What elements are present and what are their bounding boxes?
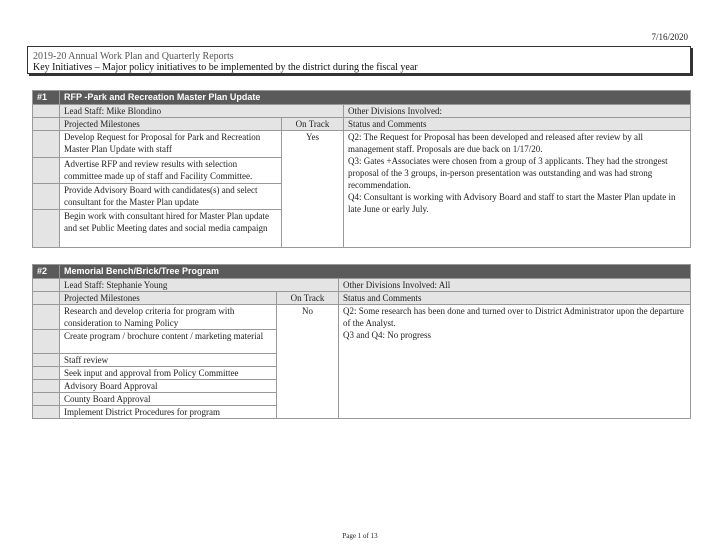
section-title: RFP -Park and Recreation Master Plan Update: [60, 91, 691, 105]
initiative-table-2: [32, 264, 691, 419]
milestone: County Board Approval: [60, 393, 277, 406]
milestone: Provide Advisory Board with candidates(s) and select consultant for the Master Plan update: [60, 184, 282, 210]
col-milestones: Projected Milestones: [60, 118, 282, 131]
other-divisions: Other Divisions Involved:: [344, 105, 691, 118]
milestone: Advisory Board Approval: [60, 380, 277, 393]
status-line: Q2: Some research has been done and turned over to District Administrator upon the departure of the Analyst.: [343, 306, 684, 328]
page-number: Page 1 of 13: [342, 532, 378, 540]
section-title: Memorial Bench/Brick/Tree Program: [60, 265, 691, 279]
report-date: 7/16/2020: [651, 32, 688, 42]
initiative-table-1: [32, 90, 691, 248]
status-line: Q3: Gates +Associates were chosen from a group of 3 applicants. They had the strongest proposal of the 3 groups, in-person presentation was outstanding and was had strong recommendation.: [348, 156, 668, 190]
col-status: Status and Comments: [344, 118, 691, 131]
report-title: 2019-20 Annual Work Plan and Quarterly Reports: [33, 51, 234, 62]
report-header: [27, 46, 691, 74]
milestone: Implement District Procedures for program: [60, 406, 277, 419]
col-on-track: On Track: [282, 118, 344, 131]
col-on-track: On Track: [277, 292, 339, 305]
report-subtitle: Key Initiatives – Major policy initiatives to be implemented by the district during the fiscal year: [33, 62, 418, 73]
status-line: Q3 and Q4: No progress: [343, 330, 431, 340]
lead-staff: Lead Staff: Stephanie Young: [60, 279, 339, 292]
milestone: Research and develop criteria for program with consideration to Naming Policy: [60, 305, 277, 330]
milestone: Begin work with consultant hired for Master Plan update and set Public Meeting dates and social media campaign: [60, 210, 282, 248]
milestone: Advertise RFP and review results with selection committee made up of staff and Facility Committee.: [60, 158, 282, 184]
milestone: Seek input and approval from Policy Committee: [60, 367, 277, 380]
on-track-value: Yes: [282, 131, 344, 248]
status-comments: [344, 131, 691, 248]
col-milestones: Projected Milestones: [60, 292, 277, 305]
lead-staff: Lead Staff: Mike Blondino: [60, 105, 344, 118]
status-line: Q2: The Request for Proposal has been developed and released after review by all management staff. Proposals are due back on 1/17/20.: [348, 132, 643, 154]
milestone: Staff review: [60, 354, 277, 367]
section-number: #2: [33, 265, 60, 279]
status-comments: [339, 305, 691, 419]
on-track-value: No: [277, 305, 339, 419]
status-line: Q4: Consultant is working with Advisory Board and staff to start the Master Plan update in late June or early July.: [348, 192, 676, 214]
section-number: #1: [33, 91, 60, 105]
milestone: Create program / brochure content / marketing material: [60, 330, 277, 354]
milestone: Develop Request for Proposal for Park and Recreation Master Plan Update with staff: [60, 131, 282, 158]
other-divisions: Other Divisions Involved: All: [339, 279, 691, 292]
col-status: Status and Comments: [339, 292, 691, 305]
